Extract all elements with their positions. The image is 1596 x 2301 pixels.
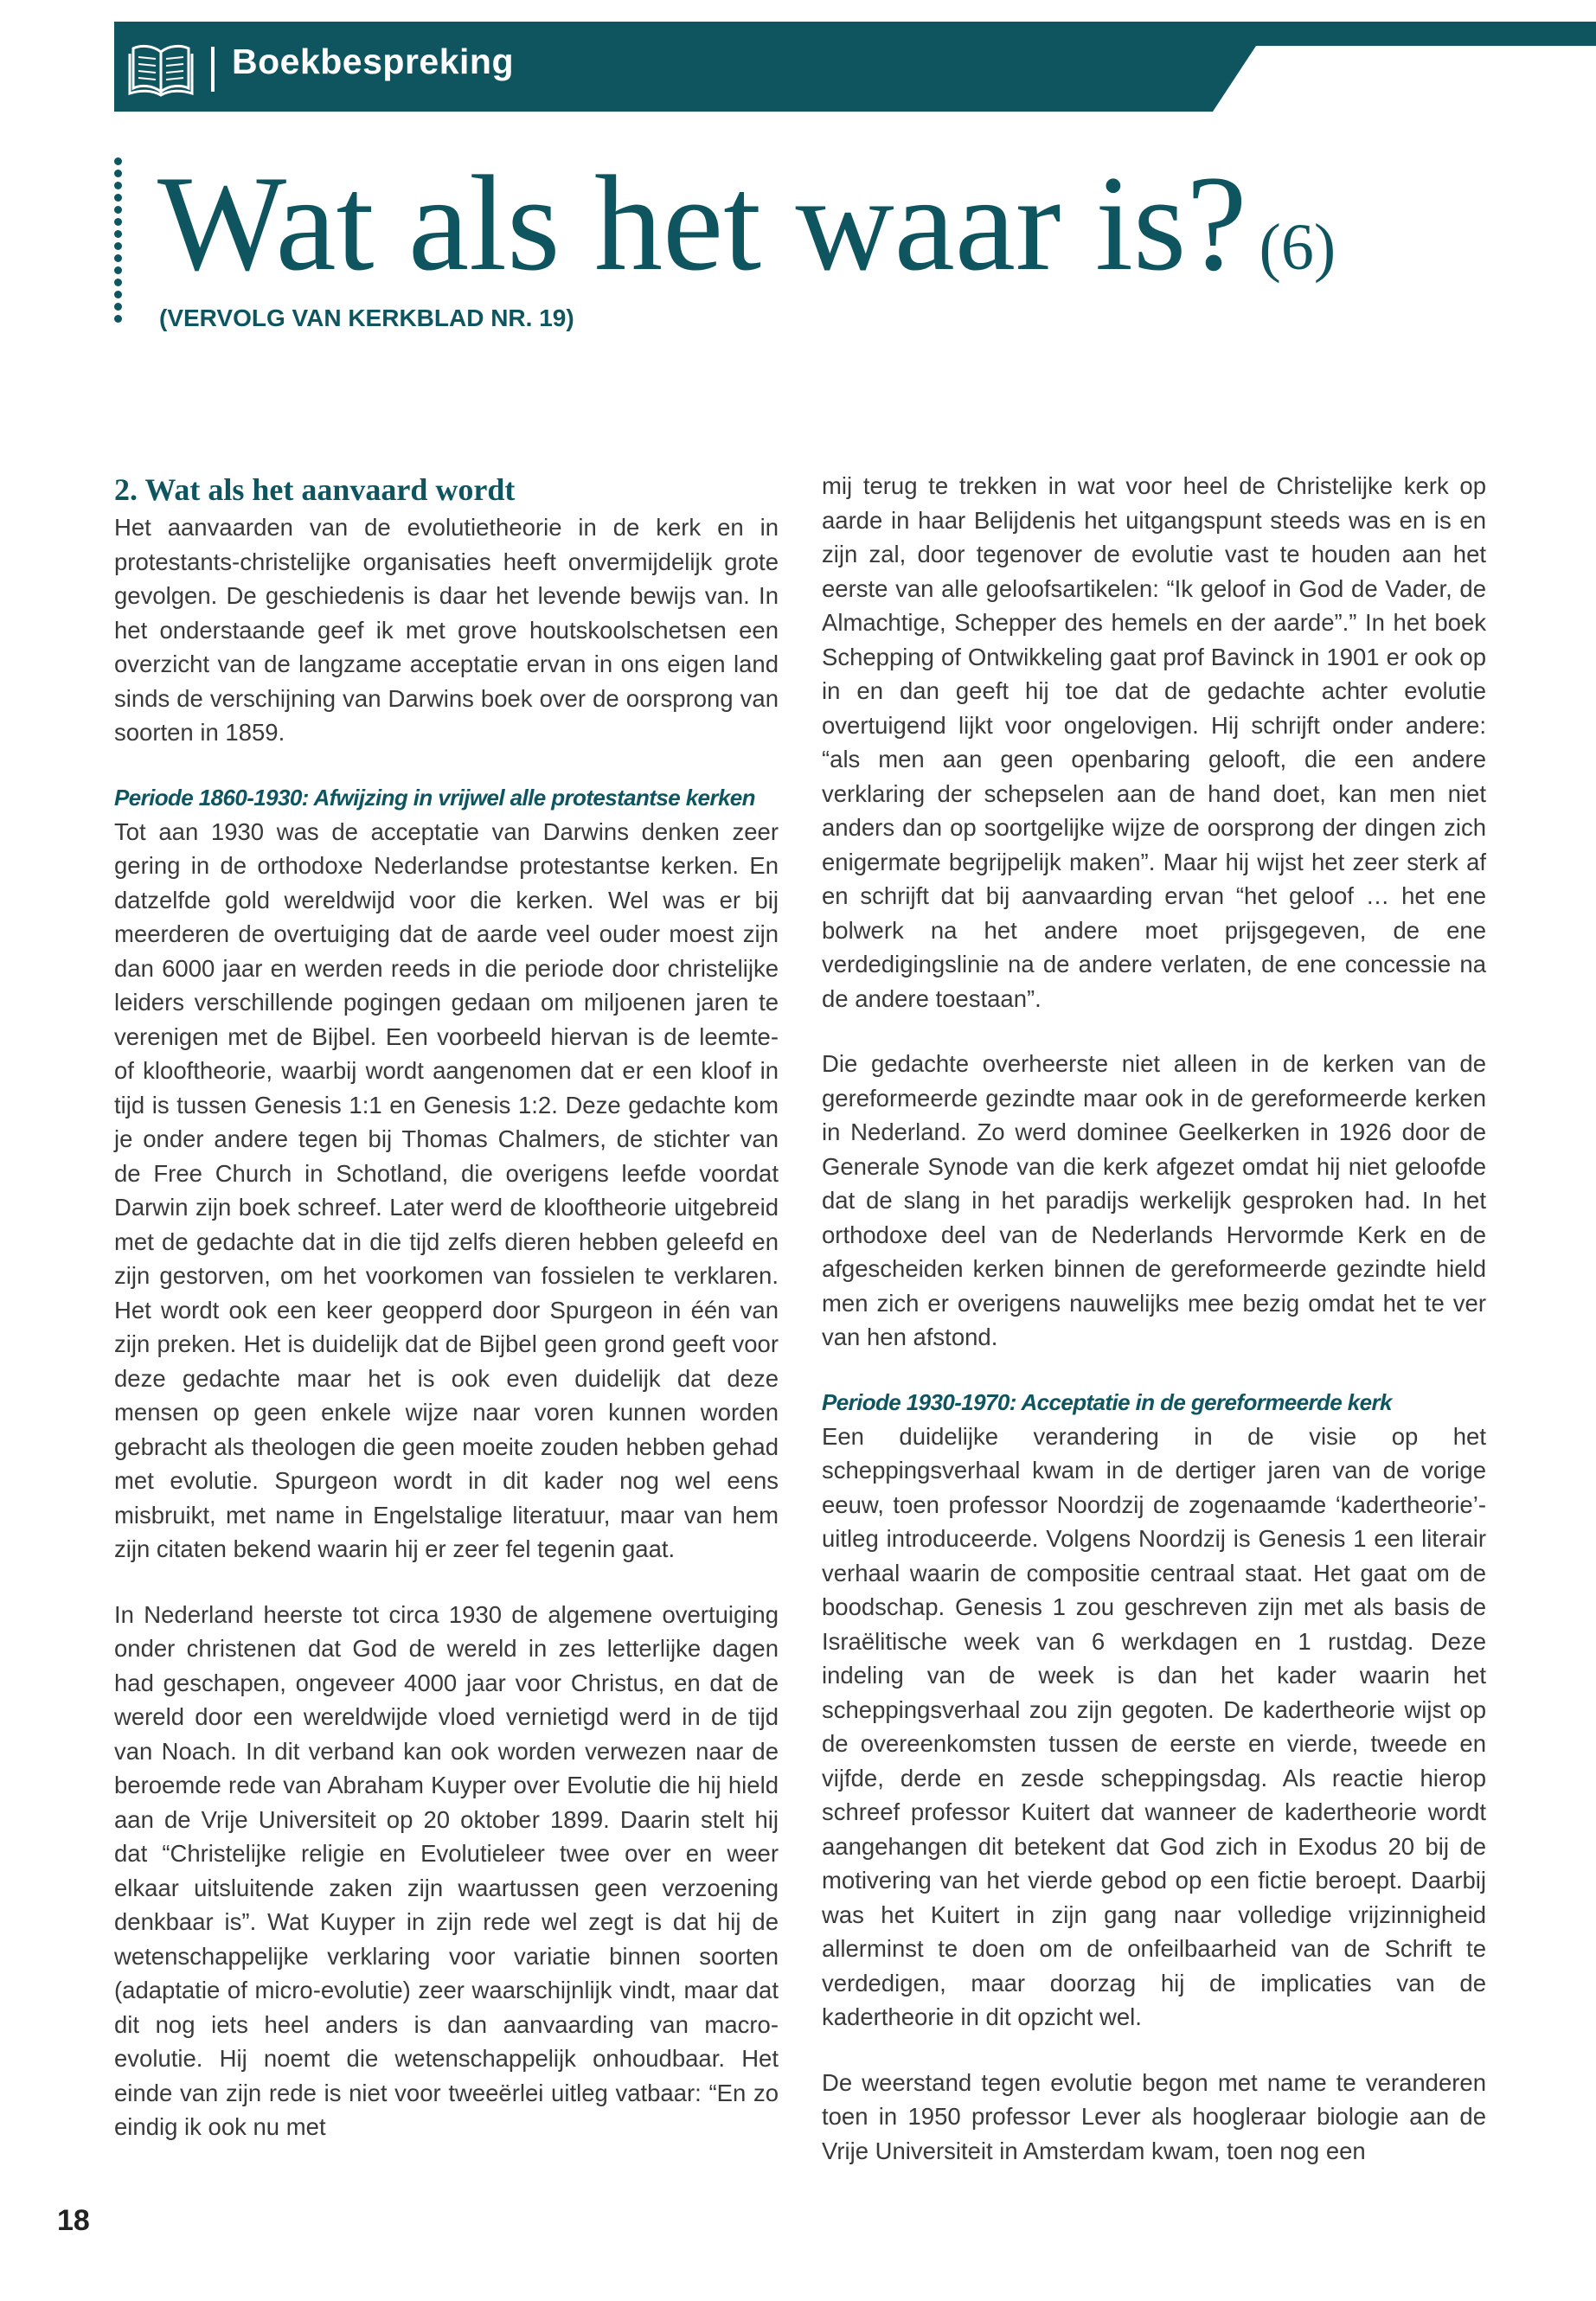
section-heading: 2. Wat als het aanvaard wordt bbox=[114, 472, 516, 507]
period-heading: Periode 1930-1970: Acceptatie in de gereformeerde kerk bbox=[822, 1388, 1392, 1415]
paragraph: Het aanvaarden van de evolutietheorie in de kerk en in protestants-christelijke organisaties heeft onvermijdelijk grote gevolgen. De geschiedenis is daar het levende bewijs van. In het onderstaande geef ik met grove houtskoolschetsen een overzicht van de langzame acceptatie ervan in ons eigen land sinds de verschijning van Darwins boek over de oorsprong van soorten in 1859. bbox=[114, 514, 779, 746]
header-separator bbox=[211, 47, 215, 92]
title-number: (6) bbox=[1259, 211, 1336, 284]
page-number: 18 bbox=[57, 2204, 90, 2237]
open-book-icon bbox=[128, 40, 194, 97]
section-label: Boekbespreking bbox=[232, 42, 514, 81]
right-column bbox=[822, 469, 1486, 2168]
paragraph: In Nederland heerste tot circa 1930 de algemene overtuiging onder christenen dat God de wereld in zes letterlijke dagen had geschapen, ongeveer 4000 jaar voor Christus, en dat de wereld door een wereldwijde vloed vernietigd werd in de tijd van Noach. In dit verband kan ook worden verwezen naar de beroemde rede van Abraham Kuyper over Evolutie die hij hield aan de Vrije Universiteit op 20 oktober 1899. Daarin stelt hij dat “Christelijke religie en Evolutieleer twee over en weer elkaar uitsluitende zaken zijn waartussen geen verzoening denkbaar is”. Wat Kuyper in zijn rede wel zegt is dat hij de wetenschappelijke verklaring voor variatie binnen soorten (adaptatie of micro-evolutie) zeer waarschijnlijk vindt, maar dat dit nog iets heel anders is dan aanvaarding van macro-evolutie. Hij noemt die wetenschappelijk onhoudbaar. Het einde van zijn rede is niet voor tweeërlei uitleg vatbaar: “En zo eindig ik ook nu met bbox=[114, 1600, 779, 2140]
paragraph: Tot aan 1930 was de acceptatie van Darwins denken zeer gering in de orthodoxe Nederlandse protestantse kerken. En datzelfde gold wereldwijd voor die kerken. Wel was er bij meerderen de overtuiging dat de aarde veel ouder moest zijn dan 6000 jaar en werden reeds in die periode door christelijke leiders verschillende pogingen gedaan om miljoenen jaren te verenigen met de Bijbel. Een voorbeeld hiervan is de leemte- of klooftheorie, waarbij wordt aangenomen dat er een kloof in tijd is tussen Genesis 1:1 en Genesis 1:2. Deze gedachte kom je onder andere tegen bij Thomas Chalmers, de stichter van de Free Church in Schotland, die overigens leefde voordat Darwin zijn boek schreef. Later werd de klooftheorie uitgebreid met de gedachte dat in die tijd zelfs dieren hebben geleefd en zijn gestorven, om het voorkomen van fossielen te verklaren. Het wordt ook een keer geopperd door Spurgeon in één van zijn preken. Het is duidelijk dat de Bijbel geen grond geeft voor deze gedachte maar het is ook even duidelijk dat deze mensen op geen enkele wijze naar voren kunnen worden gebracht als theologen die geen moeite zouden hebben gehad met evolutie. Spurgeon wordt in dit kader nog wel eens misbruikt, met name in Engelstalige literatuur, maar van hem zijn citaten bekend waarin hij er zeer fel tegenin gaat. bbox=[114, 817, 779, 1562]
paragraph: Een duidelijke verandering in de visie op het scheppingsverhaal kwam in de dertiger jaren van de vorige eeuw, toen professor Noordzij de zogenaamde ‘kadertheorie’-uitleg introduceerde. Volgens Noordzij is Genesis 1 een literair verhaal waarin de compositie centraal staat. Het gaat om de boodschap. Genesis 1 zou geschreven zijn met als basis de Israëlitische week van 6 werkdagen en 1 rustdag. Deze indeling van de week is dan het kader waarin het scheppingsverhaal zou zijn gegoten. De kadertheorie wijst op de overeenkomsten tussen de eerste en vierde, tweede en vijfde, derde en zesde scheppingsdag. Als reactie hierop schreef professor Kuitert dat wanneer de kadertheorie wordt aangehangen dit betekent dat God zich in Exodus 20 bij de motivering van het vierde gebod op een fictie beroept. Daarbij was het Kuitert in zijn gang naar volledige vrijzinnigheid allerminst te doen om de onfeilbaarheid van de Schrift te verdedigen, maar doorzag hij de implicaties van de kadertheorie in dit opzicht wel. bbox=[822, 1422, 1486, 2030]
paragraph: mij terug te trekken in wat voor heel de Christelijke kerk op aarde in haar Belijdenis het uitgangspunt steeds was en is en zijn zal, door tegenover de evolutie vast te houden aan het eerste van alle geloofsartikelen: “Ik geloof in God de Vader, de Almachtige, Schepper des hemels en der aarde”.” In het boek Schepping of Ontwikkeling gaat prof Bavinck in 1901 er ook op in en dan geeft hij toe dat de gedachte achter evolutie overtuigend lijkt voor ongelovigen. Hij schrijft onder andere: “als men aan geen openbaring gelooft, die een andere verklaring der schepselen aan de hand doet, kan men niet anders dan op soortgelijke wijze de oorsprong der dingen zich enigermate begrijpelijk maken”. Maar hij wijst het zeer sterk af en schrijft dat bij aanvaarding ervan “het geloof … het ene bolwerk na het andere moet prijsgegeven, de ene verdedigingslinie na de andere verlaten, de ene concessie na de andere toestaan”. bbox=[822, 472, 1486, 1012]
paragraph: De weerstand tegen evolutie begon met name te veranderen toen in 1950 professor Lever als hoogleraar biologie aan de Vrije Universiteit in Amsterdam kwam, toen nog een bbox=[822, 2068, 1486, 2164]
period-heading: Periode 1860-1930: Afwijzing in vrijwel alle protestantse kerken bbox=[114, 784, 755, 811]
dotted-rule bbox=[114, 157, 125, 330]
article-subtitle: (VERVOLG VAN KERKBLAD NR. 19) bbox=[159, 304, 574, 331]
article-title bbox=[157, 145, 1336, 303]
paragraph: Die gedachte overheerste niet alleen in de kerken van de gereformeerde gezindte maar ook in de gereformeerde kerken in Nederland. Zo werd dominee Geelkerken in 1926 door de Generale Synode van die kerk afgezet omdat hij niet geloofde dat de slang in het paradijs werkelijk gesproken had. In het orthodoxe deel van de Nederlands Hervormde Kerk en de afgescheiden kerken binnen de gereformeerde gezindte hield men zich er overigens nauwelijks mee bezig omdat het te ver van hen afstond. bbox=[822, 1050, 1486, 1350]
left-column bbox=[114, 469, 779, 2144]
title-text: Wat als het waar is? bbox=[157, 148, 1247, 299]
